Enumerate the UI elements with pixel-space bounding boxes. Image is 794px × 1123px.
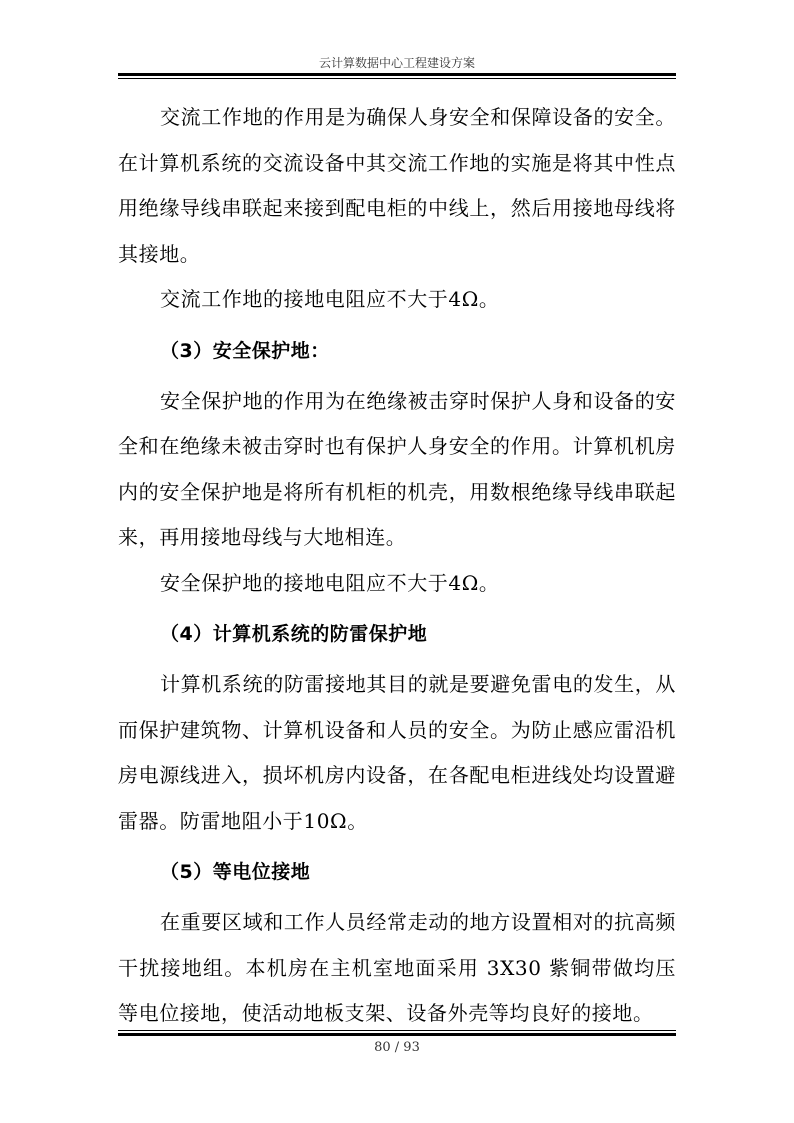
header-rule-thin bbox=[118, 78, 676, 79]
heading-lightning-ground: （4）计算机系统的防雷保护地 bbox=[160, 623, 428, 645]
paragraph-safety-ground-purpose: 安全保护地的作用为在绝缘被击穿时保护人身和设备的安全和在绝缘未被击穿时也有保护人身安全的作用。计算机机房内的安全保护地是将所有机柜的机壳，用数根绝缘导线串联起来，再用接地母线与大地相连。 bbox=[118, 388, 676, 549]
paragraph-safety-ground-resistance: 安全保护地的接地电阻应不大于4Ω。 bbox=[160, 570, 500, 595]
header-rule-thick bbox=[118, 73, 676, 76]
document-body bbox=[118, 95, 676, 1037]
paragraph-equipotential-ground: 在重要区域和工作人员经常走动的地方设置相对的抗高频干扰接地组。本机房在主机室地面采用 3X30 紫铜带做均压等电位接地，使活动地板支架、设备外壳等均良好的接地。 bbox=[118, 910, 676, 1025]
heading-safety-ground: （3）安全保护地： bbox=[160, 339, 330, 362]
paragraph-lightning-ground: 计算机系统的防雷接地其目的就是要避免雷电的发生，从而保护建筑物、计算机设备和人员的安全。为防止感应雷沿机房电源线进入，损坏机房内设备，在各配电柜进线处均设置避雷器。防雷地阻小于10Ω。 bbox=[118, 672, 676, 833]
footer-rule-thin bbox=[118, 1030, 676, 1031]
paragraph-ac-ground-purpose: 交流工作地的作用是为确保人身安全和保障设备的安全。在计算机系统的交流设备中其交流工作地的实施是将其中性点用绝缘导线串联起来接到配电柜的中线上，然后用接地母线将其接地。 bbox=[118, 105, 676, 266]
page-number: 80 / 93 bbox=[374, 1040, 420, 1055]
paragraph-ac-ground-resistance: 交流工作地的接地电阻应不大于4Ω。 bbox=[160, 287, 500, 311]
page-header-title: 云计算数据中心工程建设方案 bbox=[318, 56, 475, 70]
heading-equipotential-ground: （5）等电位接地 bbox=[160, 861, 311, 883]
footer-rule-thick bbox=[118, 1033, 676, 1036]
